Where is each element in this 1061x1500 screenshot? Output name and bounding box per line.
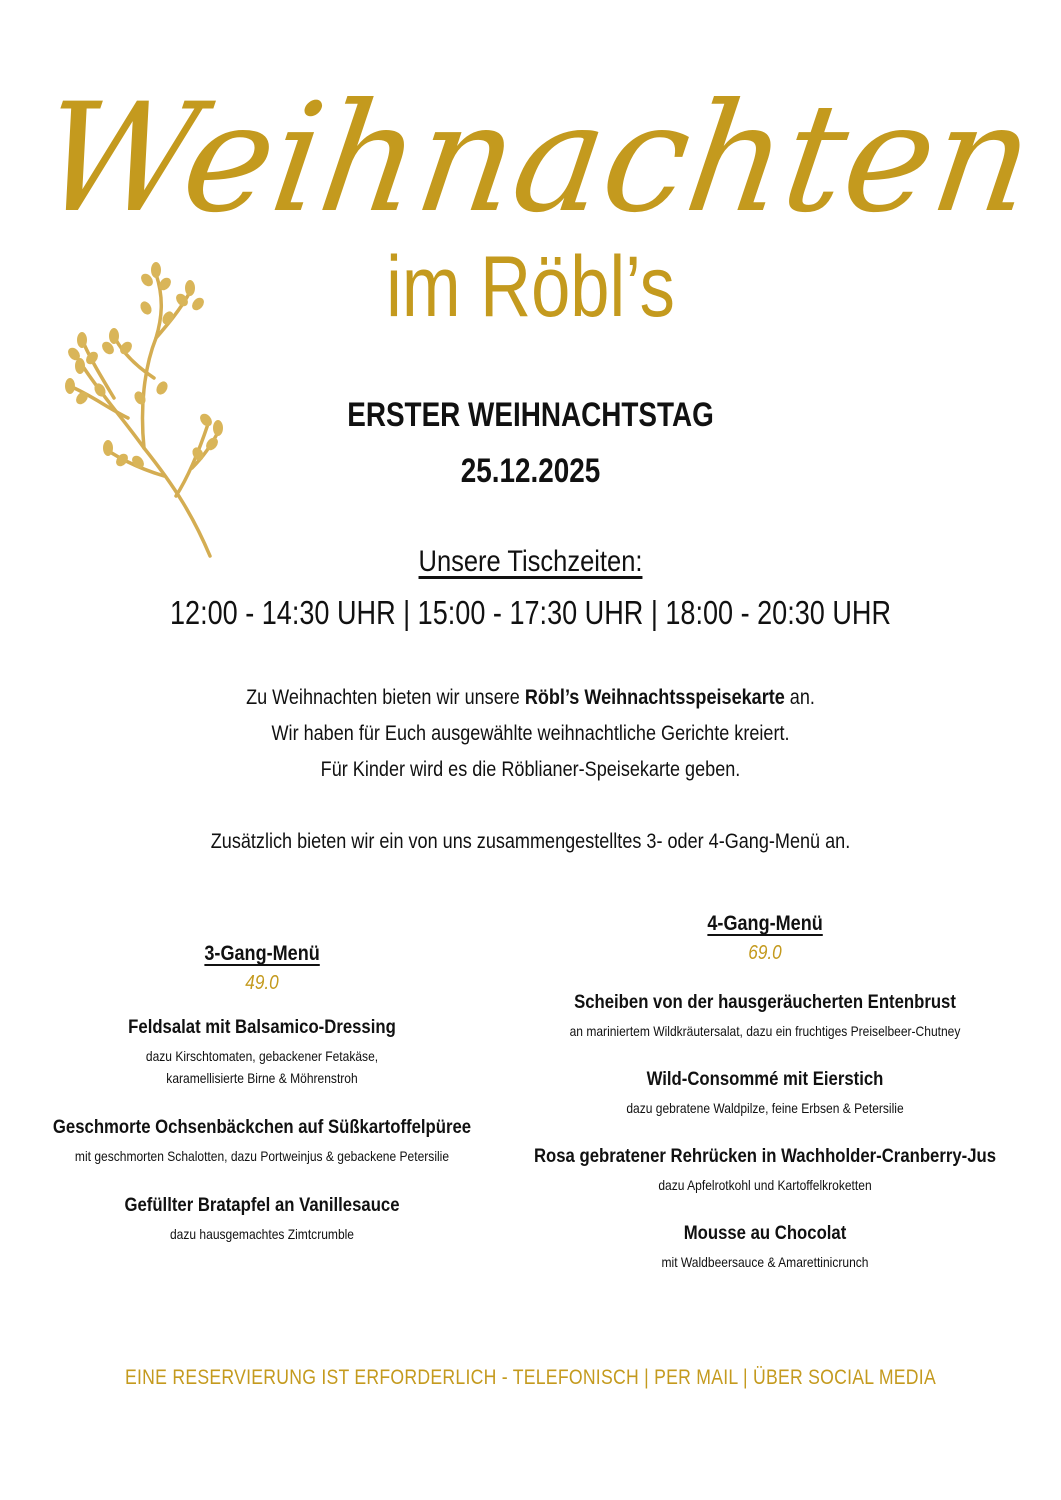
dish-description: dazu Apfelrotkohl und Kartoffelkroketten <box>658 1177 872 1193</box>
dish-description: dazu gebratene Waldpilze, feine Erbsen & Petersilie <box>626 1100 904 1116</box>
menu-3-course <box>20 942 504 1245</box>
intro-line-1-post: an. <box>784 686 815 709</box>
dish-name: Wild-Consommé mit Eierstich <box>646 1069 884 1090</box>
times-label: Unsere Tischzeiten: <box>418 545 643 578</box>
dish-description: mit Waldbeersauce & Amarettinicrunch <box>661 1254 869 1270</box>
dish-name: Rosa gebratener Rehrücken in Wachholder-Cranberry-Jus <box>533 1146 997 1167</box>
menu-3-price: 49.0 <box>245 972 279 994</box>
menu-3-dish-2 <box>20 1117 504 1167</box>
menu-4-title: 4-Gang-Menü <box>707 912 823 935</box>
dish-name: Gefüllter Bratapfel an Vanillesauce <box>124 1195 400 1216</box>
menu-4-dish-4 <box>500 1223 1030 1273</box>
dish-name: Scheiben von der hausgeräucherten Entenbrust <box>574 992 956 1013</box>
table-times: 12:00 - 14:30 UHR | 15:00 - 17:30 UHR | 18:00 - 20:30 UHR <box>169 594 892 631</box>
menu-4-dish-3 <box>500 1146 1030 1196</box>
script-title-text: Weihnachten <box>31 70 1044 246</box>
intro-line-1 <box>74 680 986 716</box>
dish-name: Feldsalat mit Balsamico-Dressing <box>128 1017 396 1038</box>
dish-description: dazu hausgemachtes Zimtcrumble <box>169 1226 355 1242</box>
menu-4-course <box>500 912 1030 1273</box>
dish-description: mit geschmorten Schalotten, dazu Portweinjus & gebackene Petersilie <box>74 1148 450 1164</box>
dish-description: karamellisierte Birne & Möhrenstroh <box>166 1070 358 1086</box>
menu-3-dish-1 <box>20 1017 504 1089</box>
intro-line-3: Für Kinder wird es die Röblianer-Speisekarte geben. <box>320 758 741 781</box>
menu-4-price: 69.0 <box>748 942 782 964</box>
dish-name: Geschmorte Ochsenbäckchen auf Süßkartoffelpüree <box>52 1117 472 1138</box>
menu-3-title: 3-Gang-Menü <box>204 942 320 965</box>
dish-description: an mariniertem Wildkräutersalat, dazu ein fruchtiges Preiselbeer-Chutney <box>569 1023 961 1039</box>
intro-line-2: Wir haben für Euch ausgewählte weihnachtliche Gerichte kreiert. <box>271 722 790 745</box>
event-date: 25.12.2025 <box>460 452 601 490</box>
dish-description: dazu Kirschtomaten, gebackener Fetakäse, <box>145 1048 379 1064</box>
menu-4-dish-2 <box>500 1069 1030 1119</box>
script-title <box>0 60 1061 260</box>
intro-line-4: Zusätzlich bieten wir ein von uns zusammengestelltes 3- oder 4-Gang-Menü an. <box>210 830 851 853</box>
intro-text <box>74 680 986 860</box>
subtitle: im Röbl’s <box>386 239 675 335</box>
event-day-name: ERSTER WEIHNACHTSTAG <box>347 396 714 434</box>
intro-line-1-bold: Röbl’s Weihnachtsspeisekarte <box>524 686 785 709</box>
dish-name: Mousse au Chocolat <box>683 1223 847 1244</box>
reservation-note: EINE RESERVIERUNG IST ERFORDERLICH - TELEFONISCH | PER MAIL | ÜBER SOCIAL MEDIA <box>125 1366 936 1389</box>
menu-4-dish-1 <box>500 992 1030 1042</box>
intro-line-1-pre: Zu Weihnachten bieten wir unsere <box>246 686 525 709</box>
menu-3-dish-3 <box>20 1195 504 1245</box>
